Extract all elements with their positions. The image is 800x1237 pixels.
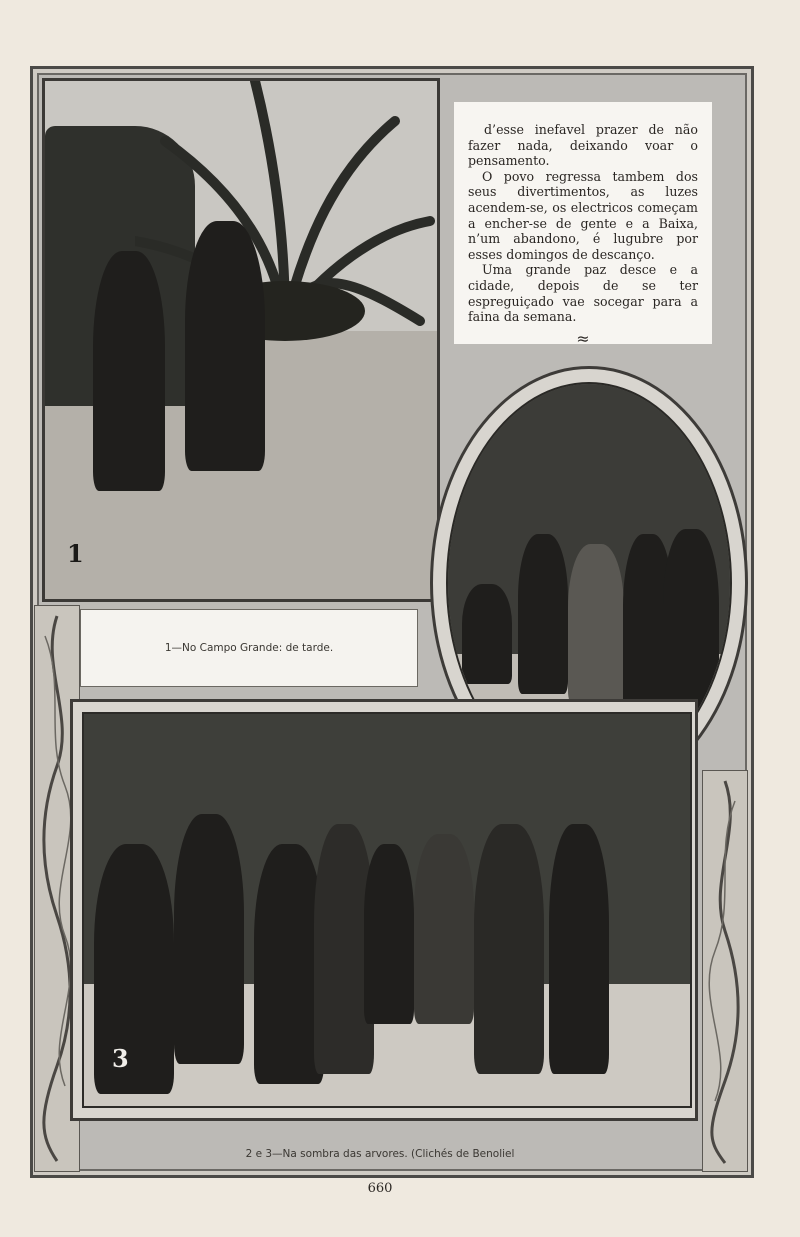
person-figure [94, 844, 174, 1094]
woman-figure [93, 251, 165, 491]
caption-photos-2-3: 2 e 3—Na sombra das arvores. (Clichés de Benoliel [245, 1148, 515, 1160]
article-paragraph: O povo regressa tambem dos seus divertimentos, as luzes acendem-se, os electricos começam a encher-se de gente e a Baixa, n’um abandono, é lugubre por esses domingos de descanço. [468, 168, 698, 262]
article-text-box [454, 102, 712, 348]
woman-figure [474, 824, 544, 1074]
end-mark-icon: ≈ [576, 328, 590, 348]
photo-number-1: 1 [67, 539, 84, 568]
caption-text: 1—No Campo Grande: de tarde. [164, 642, 334, 654]
man-figure [663, 529, 719, 719]
woman-figure [414, 834, 474, 1024]
woman-figure [518, 534, 568, 694]
photo-shade-group [82, 712, 692, 1108]
photo-campo-grande [42, 78, 440, 602]
seated-figure [462, 584, 512, 684]
photo-number-3: 3 [112, 1044, 129, 1073]
man-figure [174, 814, 244, 1064]
palm-tree-icon [135, 78, 435, 341]
article-paragraph: Uma grande paz desce e a cidade, depois de se ter espreguiçado vae socegar para a faina da semana. [468, 262, 698, 325]
page-number: 660 [367, 1181, 393, 1196]
woman-figure [364, 844, 414, 1024]
art-nouveau-ornament-right [702, 770, 748, 1172]
man-figure [185, 221, 265, 471]
woman-figure [568, 544, 624, 704]
caption-photo-1 [80, 609, 418, 687]
woman-figure [549, 824, 609, 1074]
ornament-swirl-icon [703, 771, 747, 1171]
article-paragraph: d’esse inefavel prazer de não fazer nada, deixando voar o pensamento. [468, 122, 698, 169]
